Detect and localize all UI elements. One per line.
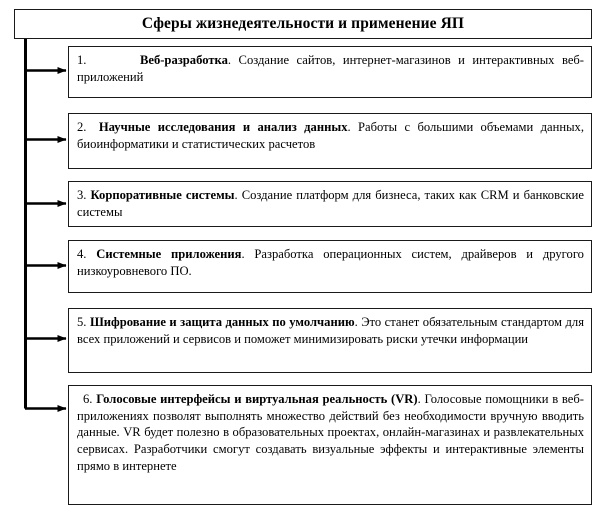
item-6-text (77, 391, 584, 475)
item-5-text (77, 314, 584, 347)
diagram-item-box-4 (68, 240, 592, 293)
item-1-heading: Веб-разработка (139, 53, 228, 67)
item-1-number: 1. (77, 53, 87, 67)
diagram-item-box-6 (68, 385, 592, 505)
diagram-item-box-1 (68, 46, 592, 98)
item-2-number: 2. (77, 120, 87, 134)
item-4-heading: Системные приложения (96, 247, 242, 261)
item-4-body: . Разработка операционных систем, драйверов и другого низкоуровневого ПО. (77, 247, 584, 278)
item-4-number: 4. (77, 247, 87, 261)
item-6-number: 6. (83, 392, 93, 406)
item-6-heading: Голосовые интерфейсы и виртуальная реальность (VR) (96, 392, 418, 406)
item-3-body: . Создание платформ для бизнеса, таких как CRM и банковские системы (77, 188, 585, 219)
item-5-heading: Шифрование и защита данных по умолчанию (89, 315, 355, 329)
diagram-title-text: Сферы жизнедеятельности и применение ЯП (141, 15, 465, 33)
item-5-body: . Это станет обязательным стандартом для всех приложений и сервисов и поможет минимизировать риски утечки информации (77, 315, 584, 346)
item-3-number: 3. (77, 188, 87, 202)
diagram-title-box (14, 9, 592, 39)
item-3-heading: Корпоративные системы (90, 188, 235, 202)
item-2-heading: Научные исследования и анализ данных (98, 120, 348, 134)
item-2-text (77, 119, 584, 152)
item-1-text (77, 52, 584, 85)
diagram-item-box-3 (68, 181, 592, 227)
item-1-body: . Создание сайтов, интернет-магазинов и интерактивных веб-приложений (77, 53, 585, 84)
item-2-body: . Работы с большими объемами данных, биоинформатики и статистических расчетов (77, 120, 584, 151)
item-6-body: . Голосовые помощники в веб-приложениях позволят выполнять множество действий без необходимости вручную вводить данные. VR будет полезно в образовательных проектах, онлайн-магазинах и развлекательных сервисах. Разработчики смогут создавать визуальные эффекты и интерактивные элементы прямо в интернете (77, 392, 584, 473)
item-3-text (77, 187, 584, 220)
item-5-number: 5. (77, 315, 87, 329)
diagram-item-box-2 (68, 113, 592, 169)
item-4-text (77, 246, 584, 279)
diagram-item-box-5 (68, 308, 592, 373)
